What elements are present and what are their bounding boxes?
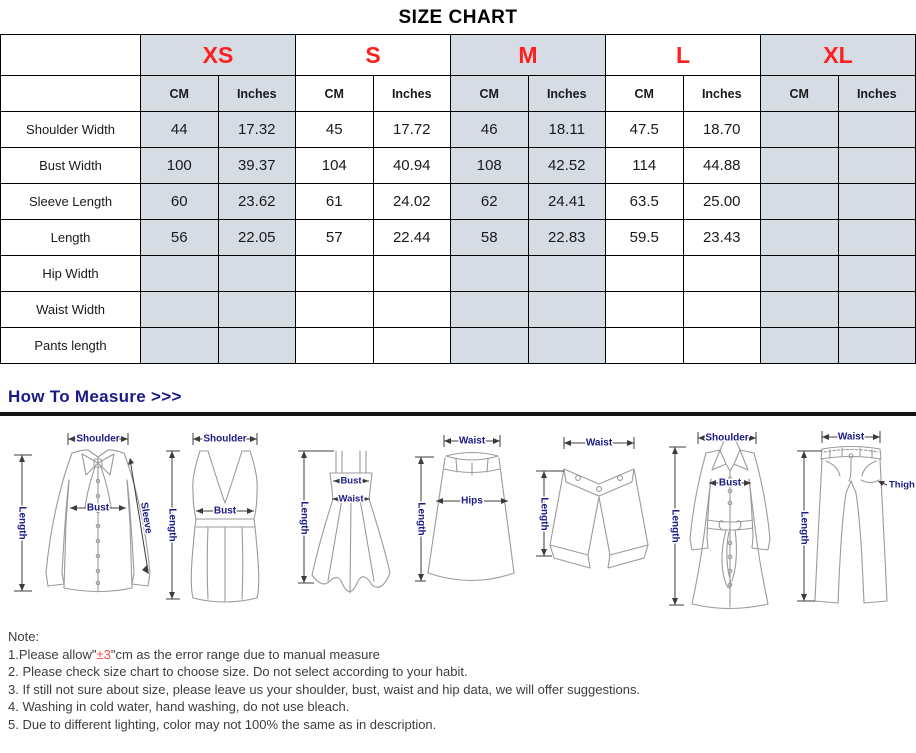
unit-inches: Inches: [373, 76, 451, 112]
cell: 58: [451, 220, 529, 256]
figure-label: Bust: [213, 505, 237, 517]
table-row: [1, 112, 916, 148]
cell: [761, 220, 839, 256]
cell: 100: [141, 148, 219, 184]
unit-cm: CM: [296, 76, 374, 112]
cell: [141, 328, 219, 364]
table-row: [1, 184, 916, 220]
unit-header-row: [1, 76, 916, 112]
cell: 62: [451, 184, 529, 220]
cell: [218, 256, 296, 292]
cell: [296, 292, 374, 328]
figure-label: Bust: [340, 475, 362, 487]
unit-inches: Inches: [683, 76, 761, 112]
cell: [373, 328, 451, 364]
note-line-5: 5. Due to different lighting, color may not 100% the same as in description.: [8, 716, 437, 732]
figure-label: Bust: [86, 502, 110, 514]
row-label: Pants length: [1, 328, 141, 364]
table-row: [1, 148, 916, 184]
blouse-diagram-icon: [0, 423, 160, 618]
cell: 39.37: [218, 148, 296, 184]
cell: 59.5: [606, 220, 684, 256]
figure-label: Length: [669, 509, 681, 543]
figure-label: Shoulder: [203, 433, 247, 445]
cell: 17.72: [373, 112, 451, 148]
cell: 44: [141, 112, 219, 148]
cell: 24.02: [373, 184, 451, 220]
table-row: [1, 220, 916, 256]
cell: 23.43: [683, 220, 761, 256]
cell: 44.88: [683, 148, 761, 184]
figure-label: Length: [538, 497, 550, 531]
row-label: Length: [1, 220, 141, 256]
cell: [141, 292, 219, 328]
cell: 24.41: [528, 184, 606, 220]
measure-figures: [0, 423, 916, 618]
notes-section: [8, 628, 916, 734]
unit-inches: Inches: [838, 76, 916, 112]
unit-inches: Inches: [218, 76, 296, 112]
unit-cm: CM: [141, 76, 219, 112]
cell: [761, 328, 839, 364]
cell: [606, 292, 684, 328]
size-header-s: S: [296, 35, 451, 76]
size-header-row: [1, 35, 916, 76]
figure-label: Length: [415, 502, 427, 536]
cell: [838, 256, 916, 292]
cell: [838, 220, 916, 256]
unit-cm: CM: [451, 76, 529, 112]
cell: [528, 256, 606, 292]
cell: [606, 256, 684, 292]
cell: 25.00: [683, 184, 761, 220]
tank-top-diagram-icon: [160, 423, 290, 618]
cell: 22.05: [218, 220, 296, 256]
row-label: Sleeve Length: [1, 184, 141, 220]
row-label: Shoulder Width: [1, 112, 141, 148]
cell: [761, 184, 839, 220]
unit-cm: CM: [761, 76, 839, 112]
cell: 22.83: [528, 220, 606, 256]
note-line-3: 3. If still not sure about size, please leave us your shoulder, bust, waist and hip data, we will offer suggestions.: [8, 681, 641, 697]
skirt-diagram-icon: [412, 423, 530, 618]
figure-label: Length: [166, 508, 178, 542]
figure-label: Shoulder: [76, 433, 120, 445]
unit-cm: CM: [606, 76, 684, 112]
cell: 63.5: [606, 184, 684, 220]
dress-diagram-icon: [290, 423, 412, 618]
cell: 61: [296, 184, 374, 220]
figure-label: Thigh: [889, 479, 915, 491]
cell: [451, 256, 529, 292]
cell: [761, 112, 839, 148]
figure-label: Waist: [837, 431, 865, 443]
cell: [838, 292, 916, 328]
cell: 45: [296, 112, 374, 148]
figure-label: Length: [798, 511, 810, 545]
cell: [683, 328, 761, 364]
note-1-suffix: "cm as the error range due to manual measure: [110, 646, 380, 662]
cell: [606, 328, 684, 364]
note-line-1: [8, 646, 916, 664]
cell: 22.44: [373, 220, 451, 256]
cell: [761, 292, 839, 328]
cell: 23.62: [218, 184, 296, 220]
cell: 56: [141, 220, 219, 256]
figure-label: Hips: [461, 495, 483, 507]
row-label: Hip Width: [1, 256, 141, 292]
figure-label: Waist: [458, 435, 486, 447]
page-title: SIZE CHART: [398, 7, 518, 28]
cell: [373, 256, 451, 292]
cell: [683, 256, 761, 292]
shorts-diagram-icon: [530, 423, 662, 618]
cell: [838, 148, 916, 184]
table-row: [1, 328, 916, 364]
size-header-xl: XL: [761, 35, 916, 76]
cell: 17.32: [218, 112, 296, 148]
table-row: [1, 256, 916, 292]
row-label: Bust Width: [1, 148, 141, 184]
figure-label: Length: [16, 506, 28, 540]
corner-cell: [1, 76, 141, 112]
cell: [141, 256, 219, 292]
cell: [296, 256, 374, 292]
cell: [761, 256, 839, 292]
corner-cell: [1, 35, 141, 76]
cell: [296, 328, 374, 364]
cell: [451, 328, 529, 364]
cell: [761, 148, 839, 184]
unit-inches: Inches: [528, 76, 606, 112]
cell: [451, 292, 529, 328]
size-chart-table: [0, 34, 916, 364]
notes-heading: Note:: [8, 629, 40, 644]
cell: 42.52: [528, 148, 606, 184]
cell: [218, 292, 296, 328]
cell: 60: [141, 184, 219, 220]
cell: 104: [296, 148, 374, 184]
cell: 114: [606, 148, 684, 184]
cell: [683, 292, 761, 328]
note-line-4: 4. Washing in cold water, hand washing, do not use bleach.: [8, 699, 350, 715]
size-header-xs: XS: [141, 35, 296, 76]
cell: [373, 292, 451, 328]
note-line-2: 2. Please check size chart to choose size. Do not select according to your habit.: [8, 664, 468, 680]
size-header-l: L: [606, 35, 761, 76]
pants-diagram-icon: [792, 423, 916, 618]
cell: 18.11: [528, 112, 606, 148]
cell: 57: [296, 220, 374, 256]
figure-label: Sleeve: [138, 501, 154, 535]
figure-label: Waist: [585, 437, 613, 449]
coat-diagram-icon: [662, 423, 792, 618]
cell: [218, 328, 296, 364]
size-header-m: M: [451, 35, 606, 76]
cell: 46: [451, 112, 529, 148]
figure-label: Shoulder: [705, 432, 749, 444]
cell: 108: [451, 148, 529, 184]
divider-line: [0, 412, 916, 416]
figure-label: Waist: [338, 493, 364, 505]
cell: [838, 328, 916, 364]
cell: [838, 184, 916, 220]
cell: 40.94: [373, 148, 451, 184]
cell: [528, 328, 606, 364]
note-1-prefix: 1.Please allow": [8, 646, 97, 662]
cell: [838, 112, 916, 148]
how-to-measure-heading: How To Measure >>>: [8, 387, 182, 406]
note-1-tolerance: ±3: [96, 646, 111, 662]
row-label: Waist Width: [1, 292, 141, 328]
cell: 18.70: [683, 112, 761, 148]
figure-label: Length: [298, 501, 310, 535]
cell: 47.5: [606, 112, 684, 148]
cell: [528, 292, 606, 328]
figure-label: Bust: [718, 477, 742, 489]
table-row: [1, 292, 916, 328]
